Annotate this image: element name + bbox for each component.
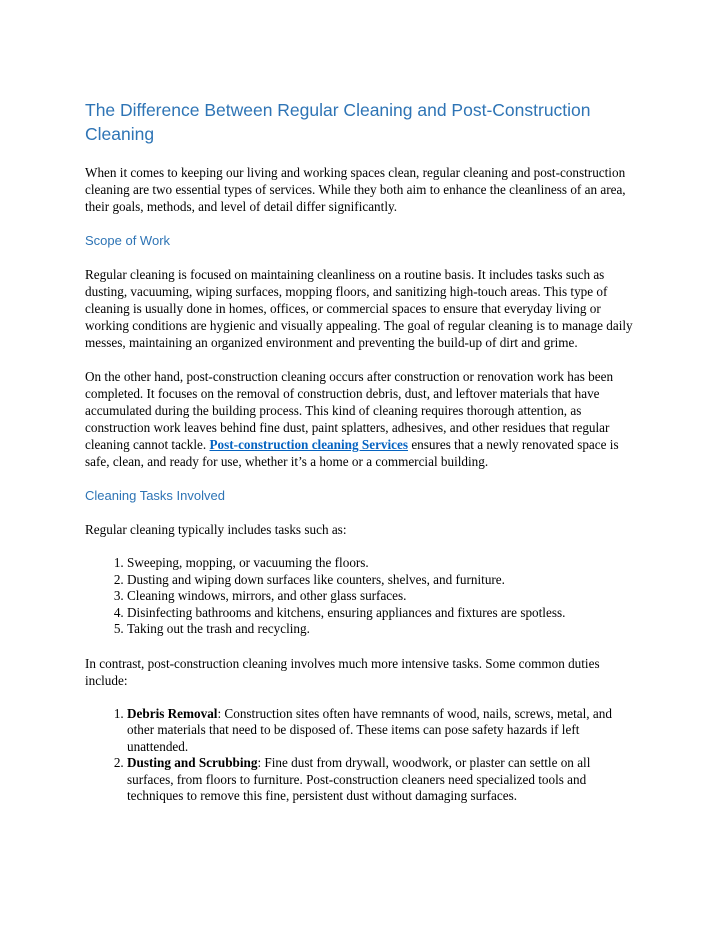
scope-paragraph-post	[85, 368, 637, 470]
scope-paragraph-post-start: On the other hand, post-construction cleaning occurs after construction or renovation work has been completed. It focuses on the removal of construction debris, dust, and leftover materials that have accumulated during the building process. This kind of cleaning requires thorough attention, as construction work leaves behind fine dust, paint splatters, adhesives, and other residues that regular cleaning cannot tackle.	[85, 369, 614, 452]
list-item: 5. Taking out the trash and recycling.	[127, 621, 637, 638]
scope-paragraph-regular: Regular cleaning is focused on maintaining cleanliness on a routine basis. It includes tasks such as dusting, vacuuming, wiping surfaces, mopping floors, and sanitizing high-touch areas. This type of cleaning is usually done in homes, offices, or commercial spaces to ensure that everyday living or working conditions are hygienic and visually appealing. The goal of regular cleaning is to manage daily messes, maintaining an organized environment and preventing the build-up of dirt and grime.	[85, 267, 633, 350]
list-item	[127, 706, 637, 756]
list-item: 4. Disinfecting bathrooms and kitchens, ensuring appliances and fixtures are spotless.	[127, 605, 637, 622]
list-item-term: Dusting and Scrubbing	[127, 755, 258, 770]
post-tasks-list	[85, 706, 637, 805]
post-construction-services-link[interactable]: Post-construction cleaning Services	[209, 437, 409, 452]
intro-paragraph: When it comes to keeping our living and working spaces clean, regular cleaning and post-construction cleaning are two essential types of services. While they both aim to enhance the cleanliness of an area, their goals, methods, and level of detail differ significantly.	[85, 165, 626, 214]
list-item: 1. Sweeping, mopping, or vacuuming the floors.	[127, 555, 637, 572]
scope-heading: Scope of Work	[85, 233, 171, 248]
document-title: The Difference Between Regular Cleaning and Post-Construction Cleaning	[85, 100, 591, 144]
regular-tasks-intro: Regular cleaning typically includes tasks such as:	[85, 522, 347, 537]
regular-tasks-list	[85, 555, 637, 638]
list-item-text: : Construction sites often have remnants of wood, nails, screws, metal, and other materials that need to be disposed of. These items can pose safety hazards if left unattended.	[127, 705, 612, 754]
list-item: 2. Dusting and wiping down surfaces like counters, shelves, and furniture.	[127, 572, 637, 589]
list-item	[127, 755, 637, 805]
list-item-text: : Fine dust from drywall, woodwork, or plaster can settle on all surfaces, from floors to furniture. Post-construction cleaners need specialized tools and techniques to remove this fine, persistent dust without damaging surfaces.	[127, 755, 591, 803]
scope-paragraph-post-end: ensures that a newly renovated space is safe, clean, and ready for use, whether it’s a home or a commercial building.	[85, 437, 619, 469]
list-item-term: Debris Removal	[127, 705, 218, 721]
post-tasks-intro: In contrast, post-construction cleaning involves much more intensive tasks. Some common duties include:	[85, 655, 600, 688]
list-item: 3. Cleaning windows, mirrors, and other glass surfaces.	[127, 588, 637, 605]
document-body	[85, 98, 637, 822]
tasks-heading: Cleaning Tasks Involved	[85, 488, 225, 503]
